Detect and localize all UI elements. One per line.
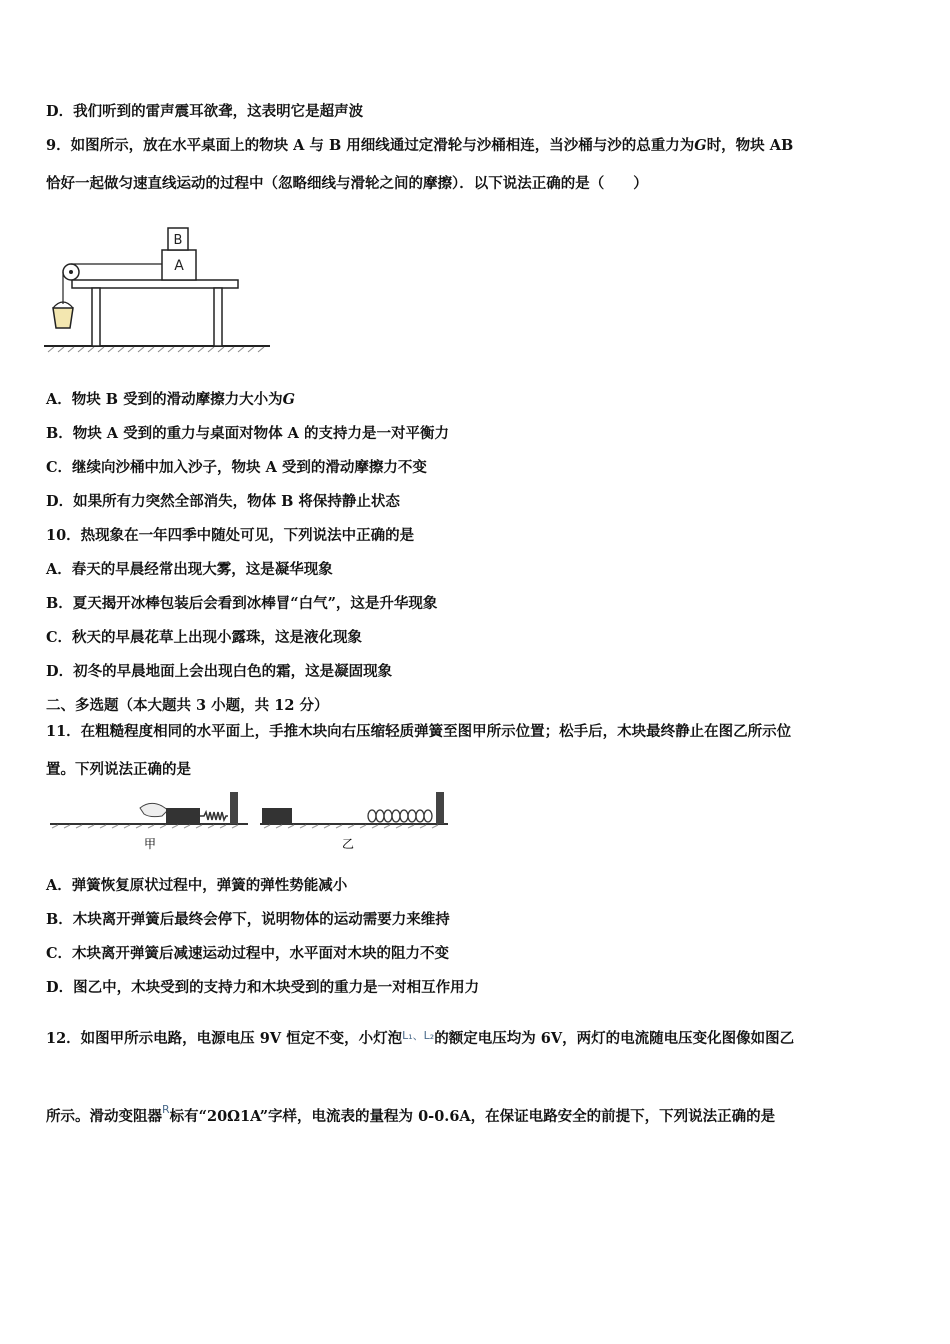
q12-lamp-l2: L₂: [423, 1029, 435, 1042]
q9-table-top: [72, 280, 238, 288]
q9-label-b: B: [173, 233, 183, 248]
q9-option-a: [46, 390, 295, 410]
q9-figure: [44, 224, 276, 354]
q9-option-a-symbol: G: [282, 391, 295, 408]
q12-stem2-text-end: 标有“20Ω1A”字样，电流表的量程为 0-0.6A，在保证电路安全的前提下，下列说法正确的是: [169, 1108, 776, 1125]
q12-stem-text: 12．如图甲所示电路，电源电压 9V 恒定不变，小灯泡: [46, 1030, 403, 1047]
q11-block-jia: [166, 808, 200, 824]
q12-stem-text-end: 的额定电压均为 6V，两灯的电流随电压变化图像如图乙: [434, 1030, 795, 1047]
section-heading-multiple-choice: 二、多选题（本大题共 3 小题，共 12 分）: [46, 697, 329, 714]
q9-stem-text: 9．如图所示，放在水平桌面上的物块 A 与 B 用细线通过定滑轮与沙桶相连，当沙桶与沙的总重力为: [46, 137, 695, 154]
q12-stem2-text: 所示。滑动变阻器: [46, 1108, 162, 1125]
q9-table-leg-left: [92, 288, 100, 346]
q9-stem-text-end: 时，物块 AB: [706, 137, 794, 154]
q11-spring-relaxed: [368, 810, 432, 822]
q9-label-a: A: [174, 258, 184, 274]
q11-option-d: D．图乙中，木块受到的支持力和木块受到的重力是一对相互作用力: [46, 979, 480, 996]
q11-stem-line1: 11．在粗糙程度相同的水平面上，手推木块向右压缩轻质弹簧至图甲所示位置；松手后，木块最终静止在图乙所示位: [46, 723, 792, 740]
q11-block-yi: [262, 808, 292, 824]
q12-stem-line1: [46, 1026, 794, 1049]
q12-lamp-l1: L₁、: [402, 1029, 424, 1042]
q11-stem-line2: 置。下列说法正确的是: [46, 761, 191, 778]
q9-floor-hatch: [48, 347, 264, 352]
q9-table-leg-right: [214, 288, 222, 346]
q9-gravity-symbol: G: [694, 137, 707, 154]
q12-rheostat-symbol: R: [162, 1103, 170, 1116]
q9-option-a-text: A．物块 B 受到的滑动摩擦力大小为: [46, 391, 283, 408]
q11-label-jia: 甲: [144, 837, 157, 851]
q11-figure: [50, 792, 450, 854]
q11-option-a: A．弹簧恢复原状过程中，弹簧的弹性势能减小: [46, 877, 348, 894]
q11-wall-jia: [230, 792, 238, 824]
q10-option-a: A．春天的早晨经常出现大雾，这是凝华现象: [46, 561, 333, 578]
q9-option-c: C．继续向沙桶中加入沙子，物块 A 受到的滑动摩擦力不变: [46, 459, 427, 476]
q8-option-d: D．我们听到的雷声震耳欲聋，这表明它是超声波: [46, 103, 364, 120]
q9-option-b: B．物块 A 受到的重力与桌面对物体 A 的支持力是一对平衡力: [46, 425, 449, 442]
q10-option-c: C．秋天的早晨花草上出现小露珠，这是液化现象: [46, 629, 363, 646]
q9-stem-line2: 恰好一起做匀速直线运动的过程中（忽略细线与滑轮之间的摩擦）．以下说法正确的是（ ）: [46, 175, 648, 192]
q11-option-b: B．木块离开弹簧后最终会停下，说明物体的运动需要力来维持: [46, 911, 450, 928]
q9-sand-bucket: [53, 308, 73, 328]
q11-label-yi: 乙: [342, 837, 355, 851]
q11-surface-hatch: [52, 825, 438, 828]
q11-wall-yi: [436, 792, 444, 824]
q10-option-d: D．初冬的早晨地面上会出现白色的霜，这是凝固现象: [46, 663, 393, 680]
q12-stem-line2: [46, 1100, 775, 1127]
q11-spring-compressed: [200, 812, 228, 820]
q9-option-d: D．如果所有力突然全部消失，物体 B 将保持静止状态: [46, 493, 400, 510]
q11-hand-icon: [140, 803, 168, 816]
q9-pulley-axle: [69, 270, 73, 274]
q11-option-c: C．木块离开弹簧后减速运动过程中，水平面对木块的阻力不变: [46, 945, 450, 962]
q9-stem-line1: [46, 136, 793, 156]
q10-stem: 10．热现象在一年四季中随处可见，下列说法中正确的是: [46, 527, 415, 544]
q10-option-b: B．夏天揭开冰棒包装后会看到冰棒冒“白气”，这是升华现象: [46, 595, 438, 612]
